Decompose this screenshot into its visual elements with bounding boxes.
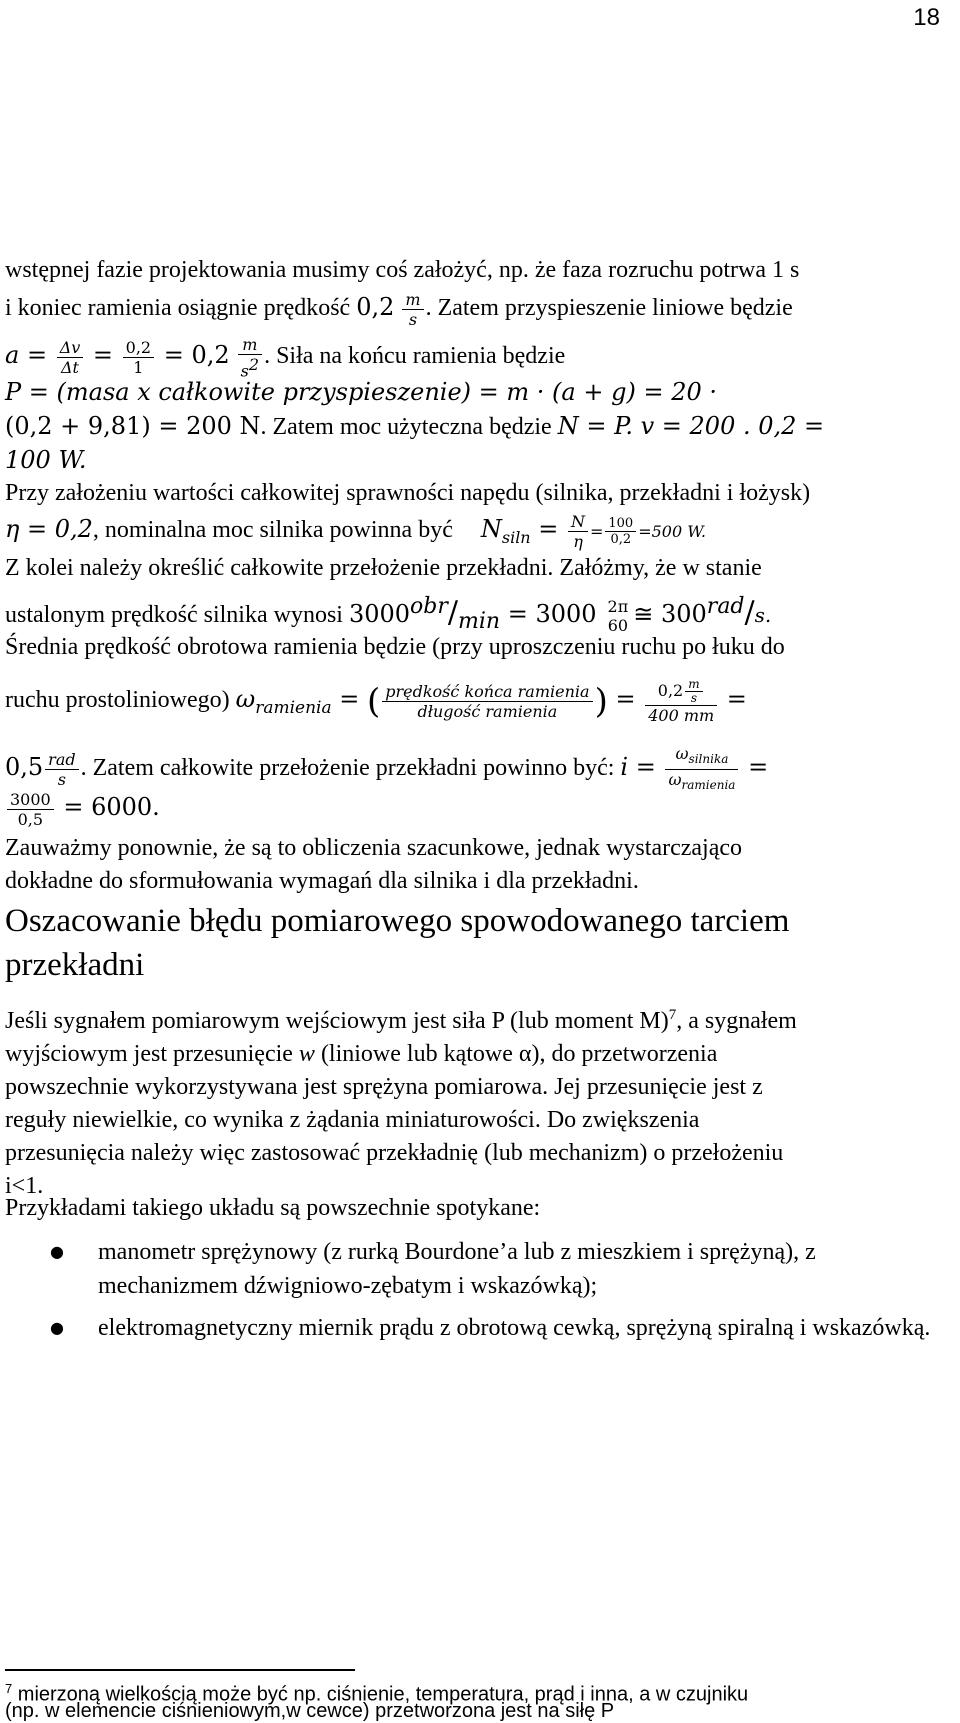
text-line: przesunięcia należy więc zastosować przekładnię (lub mechanizm) o przełożeniu bbox=[5, 1140, 784, 1166]
numerator bbox=[645, 678, 717, 706]
fraction bbox=[685, 678, 702, 705]
math: (0,2 + 9,81) = 200 N bbox=[5, 412, 261, 440]
text-span: ruchu prostoliniowego) bbox=[5, 687, 236, 714]
text-line: reguły niewielkie, co wynika z żądania miniaturowości. Do zwiększenia bbox=[5, 1107, 700, 1133]
math: = bbox=[607, 685, 644, 714]
text-line bbox=[5, 744, 768, 795]
numerator: rad bbox=[45, 750, 78, 770]
math: 100 W. bbox=[5, 446, 87, 474]
denominator: Δt bbox=[60, 358, 79, 378]
text-line bbox=[5, 592, 771, 637]
text-line: Przy założeniu wartości całkowitej sprawności napędu (silnika, przekładni i łożysk) bbox=[5, 480, 811, 506]
text-line: wstępnej fazie projektowania musimy coś założyć, np. że faza rozruchu potrwa 1 s bbox=[5, 257, 800, 283]
denominator: η bbox=[573, 532, 583, 551]
bullet-list bbox=[50, 1235, 950, 1353]
list-item: ● elektromagnetyczny miernik prądu z obrotową cewką, sprężyną spiralną i wskazówką. bbox=[50, 1311, 950, 1345]
math: 0,5 bbox=[5, 753, 44, 782]
fraction bbox=[123, 338, 154, 377]
text-line: i<1. bbox=[5, 1173, 44, 1199]
numerator: N bbox=[568, 512, 588, 532]
text-line bbox=[5, 335, 565, 380]
numerator: 0,2 bbox=[123, 338, 154, 358]
omega: ω bbox=[675, 744, 689, 763]
fraction bbox=[45, 750, 78, 789]
numerator: 3000 bbox=[7, 790, 54, 810]
denominator: długość ramienia bbox=[417, 702, 558, 721]
subscript: silnika bbox=[688, 752, 729, 767]
text-span: . Zatem całkowite przełożenie przekładni powinno być: bbox=[80, 755, 621, 782]
math: obr bbox=[410, 594, 448, 619]
text-span: ustalonym prędkość silnika wynosi bbox=[5, 602, 349, 628]
text-span: , a sygnałem bbox=[676, 1008, 797, 1034]
math: 0,2 bbox=[191, 341, 230, 370]
text-span: i koniec ramienia osiągnie prędkość bbox=[5, 295, 357, 322]
omega: ω bbox=[668, 770, 682, 790]
text-span: . Zatem przyspieszenie liniowe będzie bbox=[425, 295, 793, 322]
subscript: ramienia bbox=[681, 778, 736, 793]
footnote-ref: 7 bbox=[668, 1007, 677, 1023]
text-span: Jeśli sygnałem pomiarowym wejściowym jest siła P (lub moment M) bbox=[5, 1008, 669, 1034]
denominator: 1 bbox=[133, 358, 144, 378]
math: 0,2 bbox=[356, 293, 395, 322]
text-line bbox=[5, 790, 160, 829]
numerator: 2π bbox=[607, 597, 629, 617]
math: = bbox=[740, 753, 769, 782]
text-line: dokładne do sformułowania wymagań dla silnika i dla przekładni. bbox=[5, 868, 639, 894]
paren: ( bbox=[366, 681, 381, 722]
fraction bbox=[7, 790, 54, 829]
math: = bbox=[530, 515, 566, 544]
text-line bbox=[5, 678, 747, 725]
math: η = 0,2 bbox=[5, 515, 93, 544]
text-line bbox=[5, 999, 955, 1038]
numerator: m bbox=[685, 678, 702, 692]
text-line bbox=[5, 290, 793, 329]
text-line: Zauważmy ponownie, że są to obliczenia szacunkowe, jednak wystarczająco bbox=[5, 835, 743, 861]
footnote-number: 7 bbox=[5, 1681, 13, 1696]
text-line bbox=[5, 512, 706, 553]
text-line bbox=[5, 411, 824, 442]
numerator: prędkość końca ramienia bbox=[382, 682, 592, 702]
paragraph bbox=[5, 999, 955, 1203]
subscript: ramienia bbox=[255, 697, 332, 718]
footnote-line: (np. w elemencie ciśnieniowym,w cewce) przetworzona jest na siłę P bbox=[5, 1700, 615, 1722]
italic-var: w bbox=[298, 1041, 315, 1067]
value: 0,2 bbox=[657, 681, 684, 700]
text-span: (liniowe lub kątowe α), do przetworzenia bbox=[314, 1041, 718, 1067]
fraction bbox=[402, 290, 423, 329]
exponent: 2 bbox=[248, 355, 260, 374]
fraction bbox=[57, 338, 84, 377]
math: = bbox=[331, 685, 367, 714]
text-line: Średnia prędkość obrotowa ramienia będzie (przy uproszczeniu ruchu po łuku do bbox=[5, 634, 785, 660]
section-heading: Oszacowanie błędu pomiarowego spowodowanego tarciem bbox=[5, 903, 790, 939]
math: 3000 bbox=[348, 600, 411, 628]
paren: ) bbox=[594, 681, 608, 722]
denominator: 60 bbox=[607, 616, 629, 636]
math: s. bbox=[754, 603, 772, 627]
denominator bbox=[665, 770, 738, 795]
text-span: . Siła na końcu ramienia będzie bbox=[264, 343, 566, 370]
math: = bbox=[719, 685, 747, 714]
text-line: powszechnie wykorzystywana jest sprężyna pomiarowa. Jej przesunięcie jest z bbox=[5, 1074, 763, 1100]
slash: / bbox=[447, 595, 459, 630]
fraction bbox=[238, 335, 262, 380]
fraction bbox=[568, 512, 588, 551]
numerator: m bbox=[238, 335, 262, 355]
numerator bbox=[665, 744, 738, 770]
math: a = bbox=[5, 341, 55, 370]
numerator: 100 bbox=[605, 516, 636, 532]
text-span: wyjściowym jest przesunięcie bbox=[5, 1041, 299, 1067]
math: = 6000. bbox=[55, 793, 160, 822]
text-span: . Zatem moc użyteczna będzie bbox=[260, 414, 558, 440]
footnote-rule bbox=[5, 1669, 355, 1671]
fraction bbox=[605, 597, 632, 635]
math: P = (masa x całkowite przyspieszenie) = m · (a + g) = 20 · bbox=[5, 378, 717, 406]
slash: / bbox=[744, 595, 755, 630]
math: = bbox=[85, 341, 121, 370]
list-item: ● manometr sprężynowy (z rurką Bourdone’a lub z mieszkiem i sprężyną), z mechanizmem dźwigniowo-zębatym i wskazówką); bbox=[50, 1235, 950, 1303]
denominator: s bbox=[57, 770, 66, 790]
denominator: 0,2 bbox=[610, 532, 632, 547]
numerator: m bbox=[402, 290, 423, 310]
math: = bbox=[156, 341, 192, 370]
denominator: s bbox=[408, 310, 418, 329]
section-heading: przekładni bbox=[5, 947, 145, 983]
fraction bbox=[382, 682, 592, 721]
denominator: s bbox=[690, 691, 697, 705]
math: N = P. v = 200 . 0,2 = bbox=[557, 412, 825, 440]
math: i = bbox=[620, 753, 664, 782]
page-number: 18 bbox=[913, 4, 940, 31]
math: =500 W. bbox=[638, 522, 706, 542]
math: min bbox=[458, 608, 501, 634]
math: ≅ 300 bbox=[633, 600, 707, 628]
text-line bbox=[5, 377, 717, 408]
math: ω bbox=[235, 685, 256, 714]
fraction bbox=[645, 678, 717, 725]
paragraph: Przykładami takiego układu są powszechnie spotykane: bbox=[5, 1195, 541, 1221]
text-line: Z kolei należy określić całkowite przełożenie przekładni. Załóżmy, że w stanie bbox=[5, 555, 762, 581]
math: = bbox=[589, 522, 604, 542]
subscript: siln bbox=[501, 527, 531, 547]
footnote-text: mierzoną wielkością może być np. ciśnienie, temperatura, prąd i inna, a w czujniku bbox=[12, 1683, 749, 1706]
denominator: 0,5 bbox=[17, 810, 44, 829]
s-unit: s bbox=[240, 361, 249, 381]
fraction bbox=[605, 516, 636, 547]
numerator: Δv bbox=[57, 338, 84, 358]
text-line bbox=[5, 445, 87, 476]
math: N bbox=[480, 515, 502, 544]
text-line bbox=[5, 1038, 955, 1071]
math: = 3000 bbox=[500, 600, 597, 628]
math: rad bbox=[706, 594, 745, 619]
denominator: 400 mm bbox=[648, 706, 715, 725]
fraction bbox=[665, 744, 738, 795]
text-span: , nominalna moc silnika powinna być bbox=[92, 517, 453, 544]
